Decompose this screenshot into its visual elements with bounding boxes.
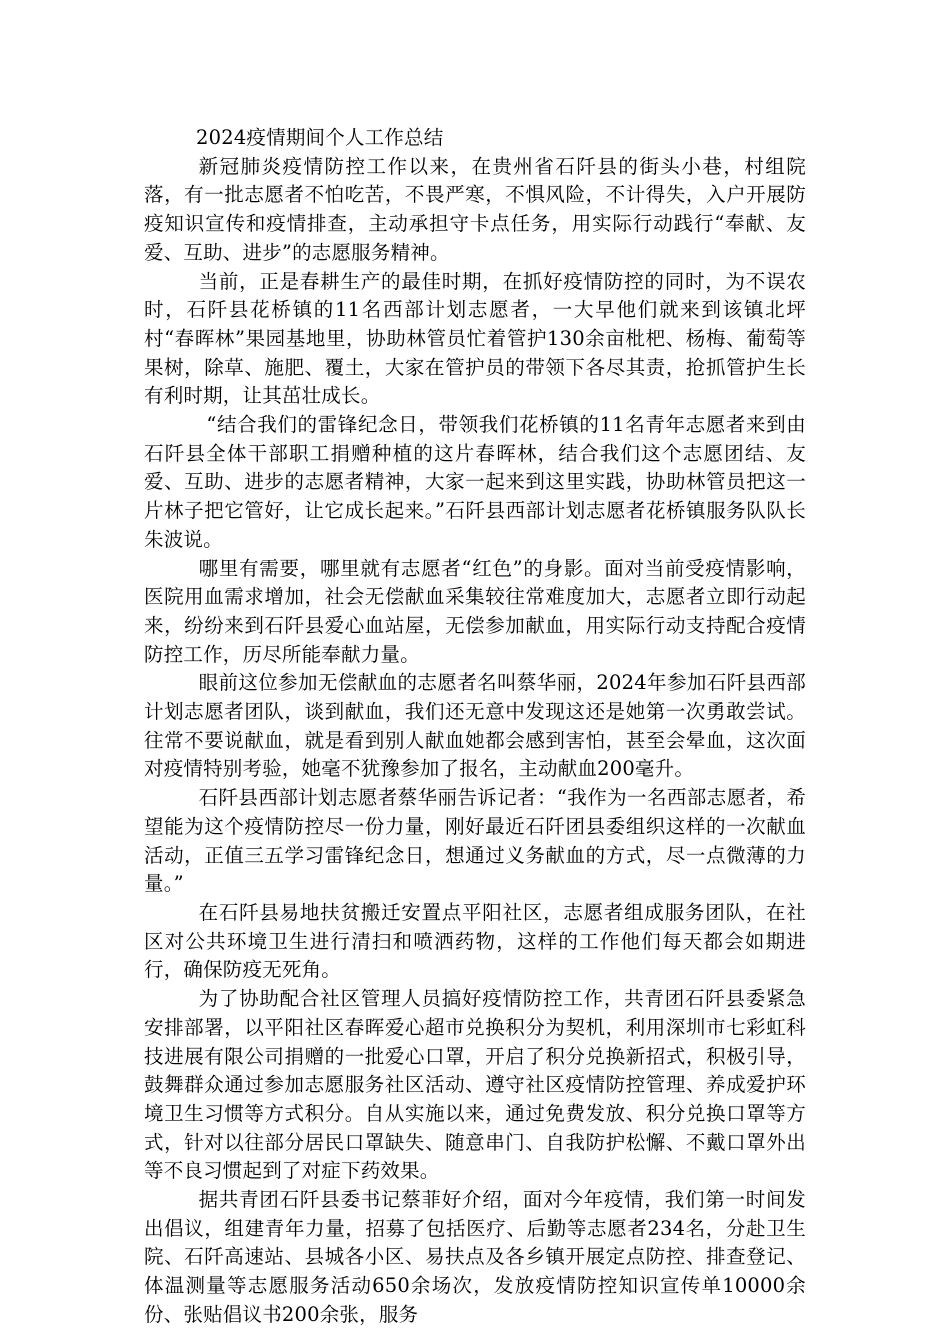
paragraph-blood-donation: 哪里有需要，哪里就有志愿者“红色”的身影。面对当前受疫情影响，医院用血需求增加，社会无偿献血采集较往常难度加大，志愿者立即行动起来，纷纷来到石阡县爱心血站屋，无偿参加献血，用实际行动支持配合疫情防控工作，历尽所能奉献力量。 xyxy=(144,556,806,666)
paragraph-spring-farming: 当前，正是春耕生产的最佳时期，在抓好疫情防控的同时，为不误农时，石阡县花桥镇的11名西部计划志愿者，一大早他们就来到该镇北坪村“春晖林”果园基地里，协助林管员忙着管护130余亩枇杷、杨梅、葡萄等果树，除草、施肥、覆土，大家在管护员的带领下各尽其责，抢抓管护生长有利时期，让其茁壮成长。 xyxy=(144,269,806,408)
paragraph-cai-huali: 眼前这位参加无偿献血的志愿者名叫蔡华丽，2024年参加石阡县西部计划志愿者团队，谈到献血，我们还无意中发现这还是她第一次勇敢尝试。往常不要说献血，就是看到别人献血她都会感到害怕，甚至会晕血，这次面对疫情特别考验，她毫不犹豫参加了报名，主动献血200毫升。 xyxy=(144,671,806,781)
paragraph-quote-zhu-bo: “结合我们的雷锋纪念日，带领我们花桥镇的11名青年志愿者来到由石阡县全体干部职工捐赠种植的这片春晖林，结合我们这个志愿团结、友爱、互助、进步的志愿者精神，大家一起来到这里实践，协助林管员把这一片林子把它管好，让它成长起来。”石阡县西部计划志愿者花桥镇服务队队长朱波说。 xyxy=(144,413,806,551)
paragraph-pingyang-community: 在石阡县易地扶贫搬迁安置点平阳社区，志愿者组成服务团队，在社区对公共环境卫生进行清扫和喷洒药物，这样的工作他们每天都会如期进行，确保防疫无死角。 xyxy=(144,900,806,982)
document-body xyxy=(144,124,806,1330)
paragraph-intro: 新冠肺炎疫情防控工作以来，在贵州省石阡县的街头小巷，村组院落，有一批志愿者不怕吃苦，不畏严寒，不惧风险，不计得失，入户开展防疫知识宣传和疫情排查，主动承担守卡点任务，用实际行动践行“奉献、友爱、互助、进步”的志愿服务精神。 xyxy=(144,154,806,264)
paragraph-youth-league: 据共青团石阡县委书记蔡菲好介绍，面对今年疫情，我们第一时间发出倡议，组建青年力量，招募了包括医疗、后勤等志愿者234名，分赴卫生院、石阡高速站、县城各小区、易扶点及各乡镇开展定点防控、排查登记、体温测量等志愿服务活动650余场次，发放疫情防控知识宣传单10000余份、张贴倡议书200余张，服务 xyxy=(144,1188,806,1326)
document-title: 2024疫情期间个人工作总结 xyxy=(196,126,444,149)
paragraph-cai-huali-quote: 石阡县西部计划志愿者蔡华丽告诉记者：“我作为一名西部志愿者，希望能为这个疫情防控尽一份力量，刚好最近石阡团县委组织这样的一次献血活动，正值三五学习雷锋纪念日，想通过义务献血的方式，尽一点微薄的力量。” xyxy=(144,786,806,896)
paragraph-mask-points: 为了协助配合社区管理人员搞好疫情防控工作，共青团石阡县委紧急安排部署，以平阳社区春晖爱心超市兑换积分为契机，利用深圳市七彩虹科技进展有限公司捐赠的一批爱心口罩，开启了积分兑换新招式，积极引导，鼓舞群众通过参加志愿服务社区活动、遵守社区疫情防控管理、养成爱护环境卫生习惯等方式积分。自从实施以来，通过免费发放、积分兑换口罩等方式，针对以往部分居民口罩缺失、随意串门、自我防护松懈、不戴口罩外出等不良习惯起到了对症下药效果。 xyxy=(144,987,806,1183)
